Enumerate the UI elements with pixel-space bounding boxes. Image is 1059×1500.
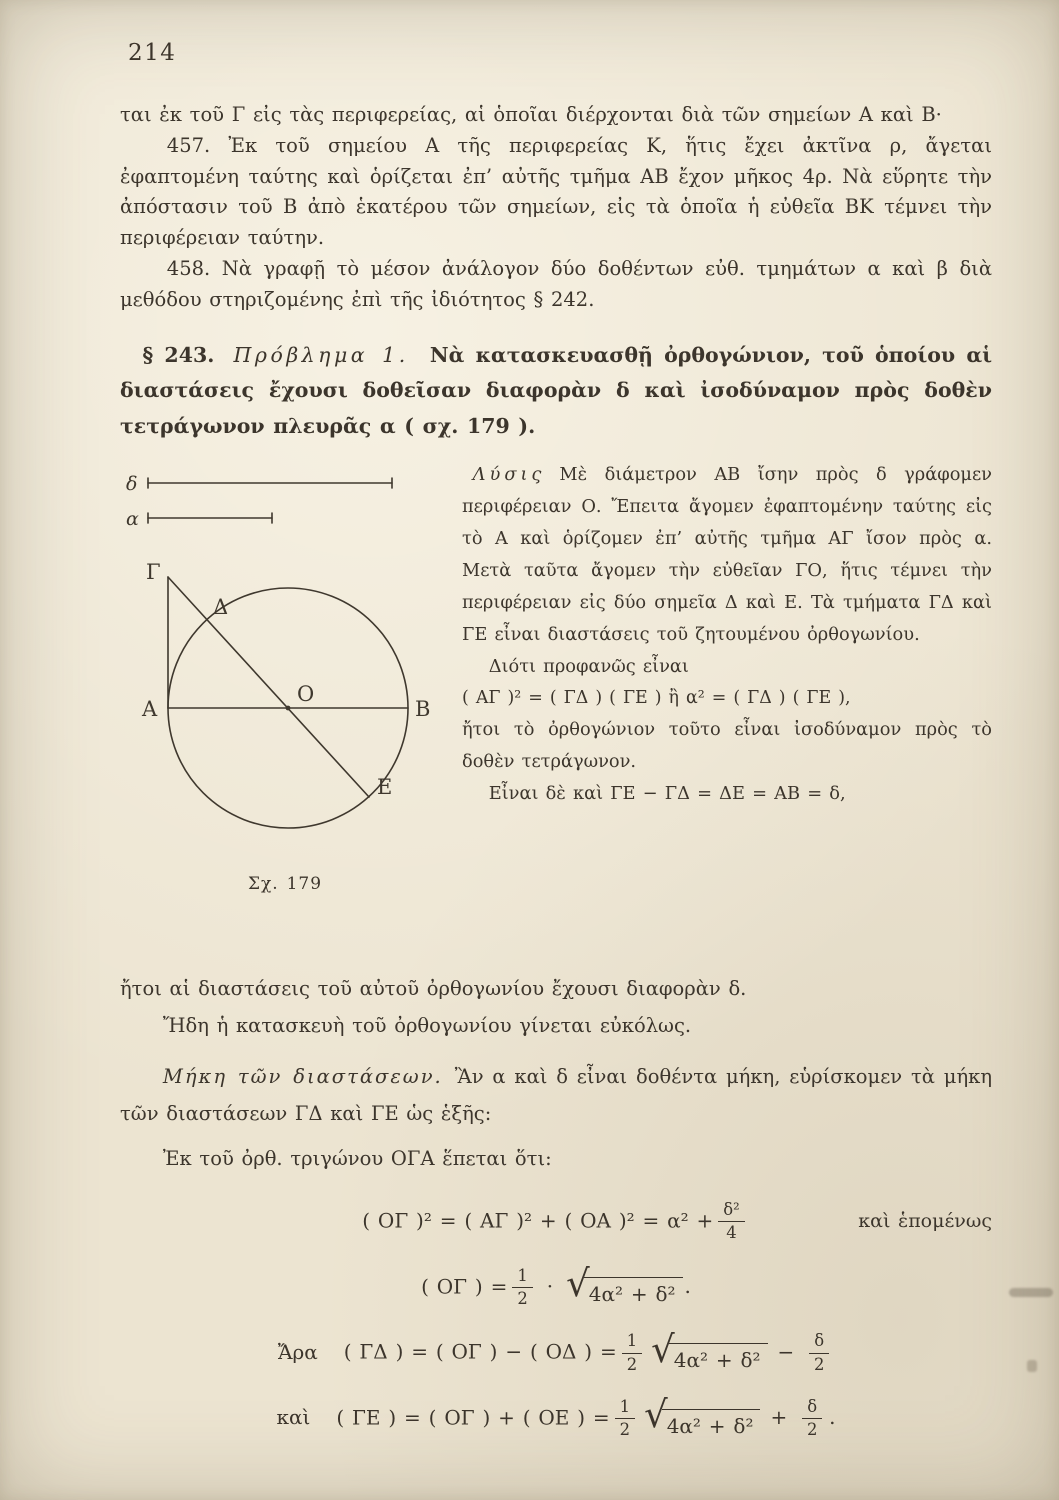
page-number: 214 (128, 40, 177, 66)
fraction-one-half: $\frac{1}{2}$ (512, 1267, 532, 1309)
fraction-one-half: $\frac{1}{2}$ (622, 1332, 642, 1374)
exercise-457: 457. Ἐκ τοῦ σημείου Α τῆς περιφερείας Κ, ἥτις ἔχει ἀκτῖνα ρ, ἄγεται ἐφαπτομένη ταύτης καὶ ὁρίζεται ἐπ’ αὐτῆς τμῆμα ΑΒ ἔχον μῆκος 4ρ. Νὰ εὕρητε τὴν ἀπόστασιν τοῦ Β ἀπὸ ἑκατέρου τῶν σημείων, εἰς τὰ ὁποῖα ἡ εὐθεῖα ΒΚ τέμνει τὴν περιφέρειαν ταύτην. (120, 133, 992, 250)
solution-hence-2: ἤτοι αἱ διαστάσεις τοῦ αὐτοῦ ὀρθογωνίου ἔχουσι διαφορὰν δ. (120, 976, 747, 1000)
geometry-diagram (120, 461, 450, 853)
lengths-body-text: Ἂν α καὶ δ εἶναι δοθέντα μήκη, εὑρίσκομεν τὰ μήκη τῶν διαστάσεων ΓΔ καὶ ΓΕ ὡς ἑξῆς: (120, 1064, 992, 1125)
solution-equation-1: ( ΑΓ )² = ( ΓΔ ) ( ΓΕ ) ἢ α² = ( ΓΔ ) ( ΓΕ ), (462, 687, 851, 708)
lengths-paragraph (120, 1058, 992, 1132)
page-content (120, 100, 992, 1440)
solution-because-line: Διότι προφανῶς εἶναι (488, 655, 689, 677)
formula-side-note: καὶ ἑπομένως (858, 1209, 992, 1232)
fraction-delta-over-2: $\frac{\delta}{2}$ (802, 1398, 822, 1440)
solution-hence-1: ἤτοι τὸ ὀρθογώνιον τοῦτο εἶναι ἰσοδύναμον πρὸς τὸ δοθὲν τετράγωνον. (462, 719, 992, 773)
label-delta-segment: δ (126, 472, 138, 495)
label-e: Ε (377, 774, 393, 799)
formula-ge-lhs: ( ΓΕ ) = ( ΟΓ ) + ( ΟΕ ) = (336, 1405, 610, 1430)
radicand: 4α² + δ² (662, 1409, 761, 1439)
minus-operator: − (777, 1339, 795, 1364)
center-dot (286, 705, 291, 710)
solution-remark: Ἤδη ἡ κατασκευὴ τοῦ ὀρθογωνίου γίνεται εὐκόλως. (162, 1013, 692, 1037)
formula-gd-lhs: ( ΓΔ ) = ( ΟΓ ) − ( ΟΔ ) = (343, 1339, 617, 1364)
formula-intro-line: Ἐκ τοῦ ὀρθ. τριγώνου ΟΓΑ ἕπεται ὅτι: (162, 1146, 552, 1170)
lengths-lead-word: Μήκη τῶν διαστάσεων. (162, 1064, 443, 1088)
problem-statement: Νὰ κατασκευασθῇ ὀρθογώνιον, τοῦ ὁποίου αἱ διαστάσεις ἔχουσι δοθεῖσαν διαφορὰν δ καὶ ἰσοδύναμον πρὸς δοθὲν τετράγωνον πλευρᾶς α ( σχ. 179 ). (120, 342, 993, 438)
solution-lead-word: Λύσις (472, 463, 546, 485)
figure-caption: Σχ. 179 (247, 873, 323, 894)
section-number: § 243. (142, 342, 215, 367)
formula-og (120, 1261, 992, 1309)
radical-sign: √ (566, 1261, 590, 1305)
label-a: Α (142, 696, 158, 721)
label-delta-point: Δ (213, 594, 229, 619)
exercise-458: 458. Νὰ γραφῇ τὸ μέσον ἀνάλογον δύο δοθέντων εὐθ. τμημάτων α καὶ β διὰ μεθόδου στηριζομένης ἐπὶ τῆς ἰδιότητος § 242. (120, 256, 992, 311)
solution-equation-2: Εἶναι δὲ καὶ ΓΕ − ΓΔ = ΔΕ = ΑΒ = δ, (488, 783, 846, 805)
fraction-delta-over-2: $\frac{\delta}{2}$ (809, 1332, 829, 1374)
formula-og-lhs: ( ΟΓ ) = (421, 1273, 508, 1298)
radicand: 4α² + δ² (669, 1343, 768, 1373)
formula-ge-intro: καὶ (276, 1405, 311, 1430)
formula-ge (120, 1393, 992, 1440)
paragraph-continuation: ται ἐκ τοῦ Γ εἰς τὰς περιφερείας, αἱ ὁποῖαι διέρχονται διὰ τῶν σημείων Α καὶ Β· (120, 103, 942, 126)
radical-sign: √ (651, 1327, 675, 1371)
formula-gd-intro: Ἄρα (277, 1339, 318, 1364)
fraction-delta-squared-over-4: $\frac{\text{δ²}}{4}$ (718, 1201, 744, 1243)
plus-operator: + (770, 1405, 788, 1430)
label-b: Β (415, 696, 431, 721)
formula-gd (120, 1327, 992, 1374)
solution-section (120, 459, 992, 894)
formula-og-squared-lhs: ( ΟΓ )² = ( ΑΓ )² + ( ΟΑ )² = α² + (362, 1208, 714, 1233)
label-gamma: Γ (146, 559, 161, 584)
formula-period: . (829, 1405, 836, 1430)
radical-sign: √ (644, 1393, 668, 1437)
problem-label: Πρόβλημα 1. (233, 342, 409, 367)
label-o: Ο (297, 681, 315, 706)
scan-smudge (1009, 1288, 1053, 1297)
multiplication-dot: · (546, 1273, 554, 1298)
label-alpha-segment: α (126, 507, 139, 530)
fraction-one-half: $\frac{1}{2}$ (615, 1398, 635, 1440)
secant-line-ge (168, 577, 369, 797)
formula-period: . (684, 1273, 691, 1298)
problem-heading (120, 338, 992, 445)
scan-smudge (1027, 1360, 1037, 1372)
figure-179 (120, 461, 460, 966)
solution-body-text: Μὲ διάμετρον ΑΒ ἴσην πρὸς δ γράφομεν περιφέρειαν Ο. Ἔπειτα ἄγομεν ἐφαπτομένην ταύτης εἰς τὸ Α καὶ ὁρίζομεν ἐπ’ αὐτῆς τμῆμα ΑΓ ἴσον πρὸς α. Μετὰ ταῦτα ἄγομεν τὴν εὐθεῖαν ΓΟ, ἥτις τέμνει τὴν περιφέρειαν εἰς δύο σημεῖα Δ καὶ Ε. Τὰ τμήματα ΓΔ καὶ ΓΕ εἶναι διαστάσεις τοῦ ζητουμένου ὀρθογωνίου. (462, 463, 992, 645)
formula-og-squared (120, 1201, 992, 1243)
radicand: 4α² + δ² (584, 1277, 683, 1307)
